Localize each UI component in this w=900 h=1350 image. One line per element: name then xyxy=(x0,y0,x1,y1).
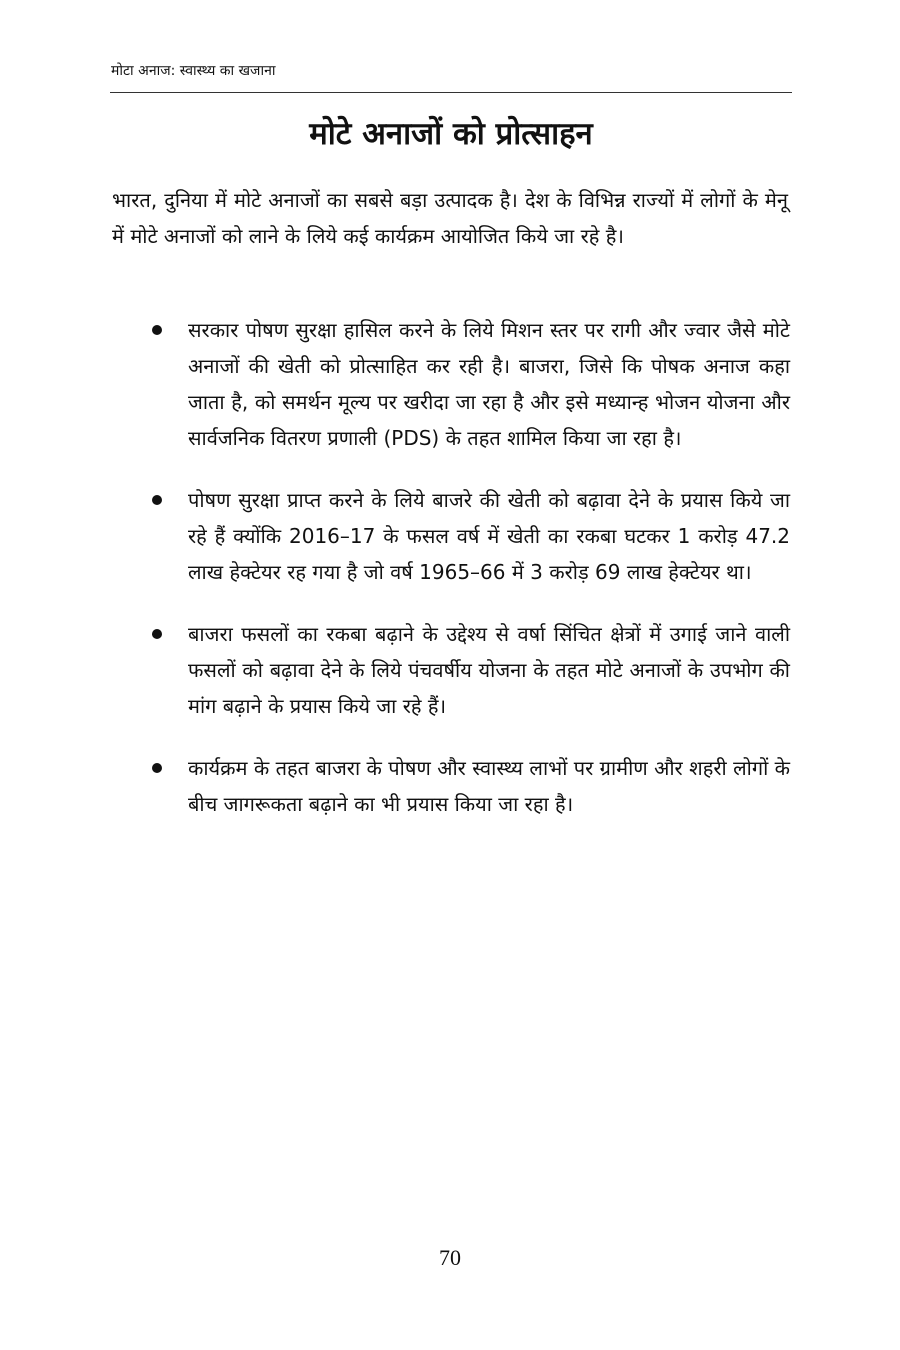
page-title: मोटे अनाजों को प्रोत्साहन xyxy=(309,116,593,152)
list-item-text: सरकार पोषण सुरक्षा हासिल करने के लिये मिशन स्तर पर रागी और ज्वार जैसे मोटे अनाजों की खेती को प्रोत्साहित कर रही है। बाजरा, जिसे कि पोषक अनाज कहा जाता है, को समर्थन मूल्य पर खरीदा जा रहा है और इसे मध्यान्ह भोजन योजना और सार्वजनिक वितरण प्रणाली (PDS) के तहत शामिल किया जा रहा है। xyxy=(188,318,790,450)
list-item xyxy=(150,616,790,724)
list-item-text: बाजरा फसलों का रकबा बढ़ाने के उद्देश्य से वर्षा सिंचित क्षेत्रों में उगाई जाने वाली फसलों को बढ़ावा देने के लिये पंचवर्षीय योजना के तहत मोटे अनाजों के उपभोग की मांग बढ़ाने के प्रयास किये जा रहे हैं। xyxy=(188,622,790,718)
page-number: 70 xyxy=(439,1245,461,1270)
list-item xyxy=(150,750,790,822)
running-header: मोटा अनाज: स्वास्थ्य का खजाना xyxy=(111,63,276,79)
intro-paragraph: भारत, दुनिया में मोटे अनाजों का सबसे बड़ा उत्पादक है। देश के विभिन्न राज्यों में लोगों के मेनू में मोटे अनाजों को लाने के लिये कई कार्यक्रम आयोजित किये जा रहे है। xyxy=(112,188,788,248)
list-item xyxy=(150,482,790,590)
header-divider xyxy=(110,92,792,93)
bullet-icon xyxy=(152,495,162,505)
bullet-icon xyxy=(152,325,162,335)
list-item xyxy=(150,312,790,456)
bullet-icon xyxy=(152,629,162,639)
bullet-icon xyxy=(152,763,162,773)
list-item-text: पोषण सुरक्षा प्राप्त करने के लिये बाजरे की खेती को बढ़ावा देने के प्रयास किये जा रहे हैं क्योंकि 2016–17 के फसल वर्ष में खेती का रकबा घटकर 1 करोड़ 47.2 लाख हेक्टेयर रह गया है जो वर्ष 1965–66 में 3 करोड़ 69 लाख हेक्टेयर था। xyxy=(188,488,790,584)
list-item-text: कार्यक्रम के तहत बाजरा के पोषण और स्वास्थ्य लाभों पर ग्रामीण और शहरी लोगों के बीच जागरूकता बढ़ाने का भी प्रयास किया जा रहा है। xyxy=(188,756,790,816)
bullet-list xyxy=(150,312,790,848)
